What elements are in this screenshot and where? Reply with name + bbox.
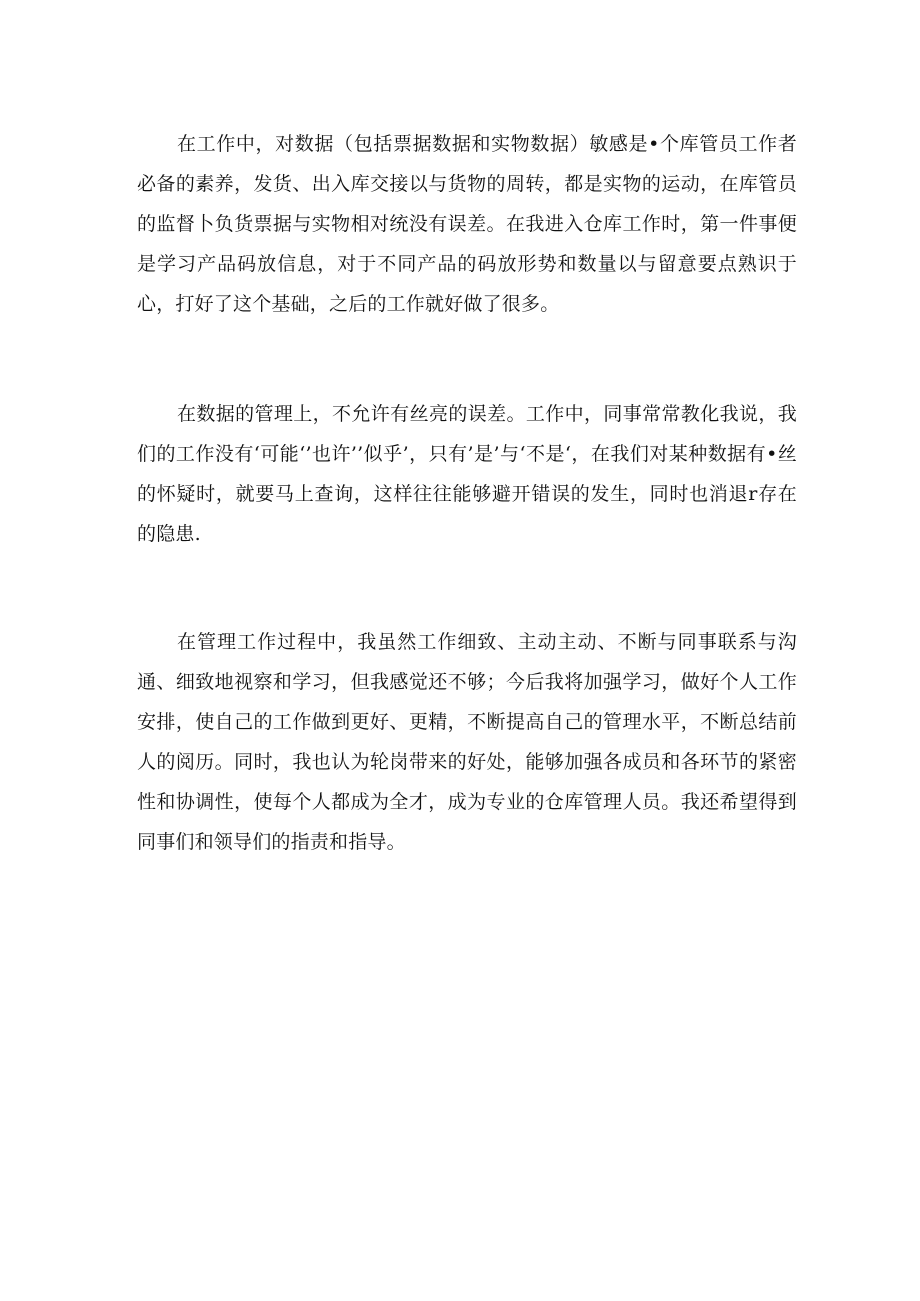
paragraph-3: 在管理工作过程中，我虽然工作细致、主动主动、不断与同事联系与沟通、细致地视察和学习，但我感觉还不够；今后我将加强学习，做好个人工作安排，使自己的工作做到更好、更精，不断提高自己的管理水平，不断总结前人的阅历。同时，我也认为轮岗带来的好处，能够加强各成员和各环节的紧密性和协调性，使每个人都成为全才，成为专业的仓库管理人员。我还希望得到同事们和领导们的指责和指导。 [137, 631, 797, 853]
document-body [137, 118, 797, 862]
paragraph-2: 在数据的管理上，不允许有丝亮的误差。工作中，同事常常教化我说，我们的工作没有‘可能‘’也许’’似乎’，只有’是’与‘不是‘，在我们对某种数据有•丝的怀疑时，就要马上查询，这样往往能够避开错误的发生，同时也消退r存在的隐患. [137, 403, 797, 545]
paragraph-1: 在工作中，对数据（包括票据数据和实物数据）敏感是•个库管员工作者必备的素养，发货、出入库交接以与货物的周转，都是实物的运动，在库管员的监督卜负货票据与实物相对统没有误差。在我进入仓库工作时，第一件事便是学习产品码放信息，对于不同产品的码放形势和数量以与留意要点熟识于心，打好了这个基础，之后的工作就好做了很多。 [137, 133, 797, 315]
